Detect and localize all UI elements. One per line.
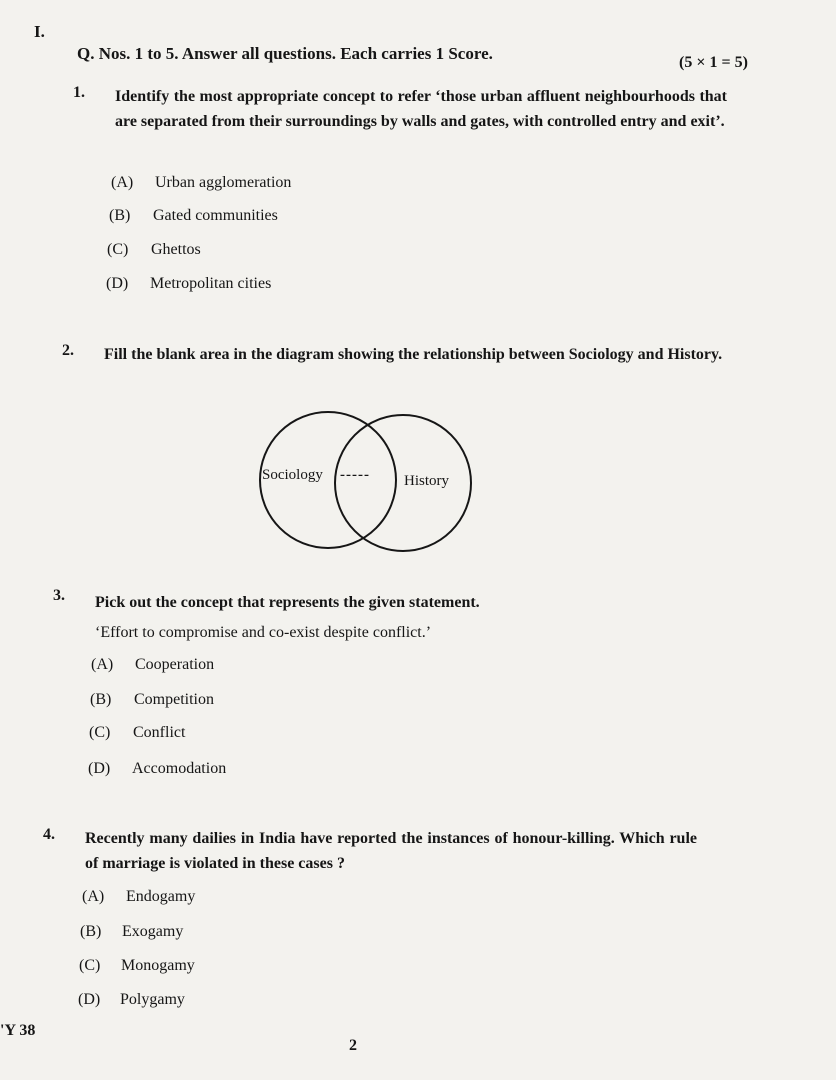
sociology-label: Sociology [262,467,323,483]
question-3-option-c [89,724,185,742]
venn-diagram [250,405,475,555]
question-3-option-d [88,760,226,778]
option-text: Monogamy [121,957,195,974]
option-letter: (C) [89,724,111,741]
option-letter: (A) [111,174,134,191]
question-4-option-b [80,923,183,941]
question-4-text: Recently many dailies in India have reported the instances of honour-killing. Which rule of marriage is violated in these cases ? [85,830,697,872]
history-label: History [404,473,449,489]
question-4-option-d [78,991,185,1009]
question-2-number: 2. [62,342,74,359]
option-text: Urban agglomeration [155,174,292,191]
question-3-statement: ‘Effort to compromise and co-exist despite conflict.’ [95,624,432,641]
section-heading: Q. Nos. 1 to 5. Answer all questions. Each carries 1 Score. [77,44,493,63]
option-text: Cooperation [135,656,215,673]
section-score: (5 × 1 = 5) [679,54,748,71]
question-1-option-a [111,174,291,192]
option-letter: (B) [90,691,112,708]
page-number: 2 [349,1037,357,1054]
question-4-option-a [82,888,195,906]
option-text: Accomodation [132,760,227,777]
option-text: Ghettos [151,241,201,258]
option-text: Competition [134,691,214,708]
option-text: Gated communities [153,207,278,224]
blank-area: ----- [340,467,370,483]
question-3-option-a [91,656,214,674]
option-text: Exogamy [122,923,184,940]
question-4-option-c [79,957,195,975]
option-letter: (B) [80,923,102,940]
question-3-number: 3. [53,587,65,604]
question-3-text: Pick out the concept that represents the given statement. [95,594,480,611]
question-1-option-d [106,275,271,293]
option-letter: (A) [91,656,114,673]
option-text: Metropolitan cities [150,275,272,292]
question-1-option-b [109,207,278,225]
question-1-text: Identify the most appropriate concept to refer ‘those urban affluent neighbourhoods that are separated from their surroundings by walls and gates, with controlled entry and exit’. [115,88,727,130]
option-letter: (C) [107,241,129,258]
question-1-option-c [107,241,201,259]
option-letter: (B) [109,207,131,224]
section-number: I. [34,22,45,41]
question-3-option-b [90,691,214,709]
option-letter: (D) [106,275,129,292]
paper-code: 'Y 38 [0,1022,36,1039]
option-text: Conflict [133,724,186,741]
option-letter: (C) [79,957,101,974]
option-text: Endogamy [126,888,196,905]
option-text: Polygamy [120,991,185,1008]
option-letter: (D) [88,760,111,777]
option-letter: (A) [82,888,105,905]
question-2-text: Fill the blank area in the diagram showing the relationship between Sociology and History. [104,346,723,363]
question-1-number: 1. [73,84,85,101]
option-letter: (D) [78,991,101,1008]
question-4-number: 4. [43,826,55,843]
